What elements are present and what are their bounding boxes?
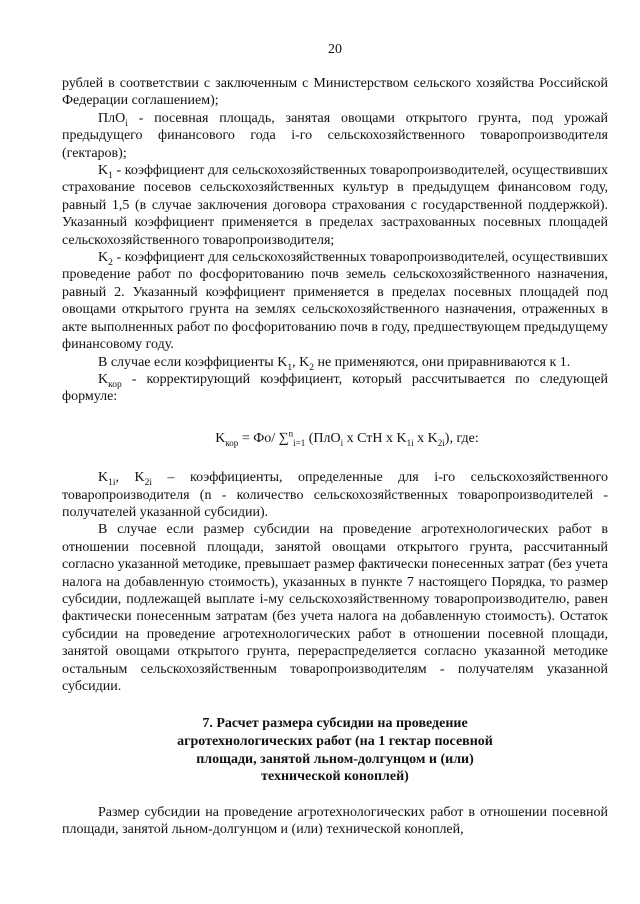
note-k1-index: 1 <box>287 362 293 373</box>
definition-k1 <box>62 162 608 249</box>
note-k2-index: 2 <box>309 362 314 373</box>
note-text-c: не применяются, они приравниваются к 1. <box>313 354 571 370</box>
sum-upper-limit: n <box>288 428 294 439</box>
sum-sign-icon: ∑ <box>278 430 289 446</box>
definition-k1i-k2i <box>62 469 608 521</box>
definition-kkor-text: - корректирующий коэффициент, который рассчитывается по следующей формуле: <box>62 371 608 405</box>
page-number: 20 <box>328 42 342 57</box>
formula-term-plo: (ПлО <box>305 430 341 446</box>
definition-k2-text: - коэффициент для сельскохозяйственных товаропроизводителей, осуществивших проведение работ по фосфоритованию почв земель сельскохозяйственного назначения, равный 2. Указанный коэффициент применяется в пределах посевных площадей под овощами открытого грунта на землях сельскохозяйственного назначения, отраженных в акте выполненных работ по фосфоритованию почв в году, предшествующем предыдущему финансовому году. <box>62 250 608 353</box>
formula-kkor <box>86 430 608 447</box>
symbol-k2i: , K <box>115 470 145 486</box>
section-7-heading-line-2: агротехнологических работ (на 1 гектар посевной <box>177 734 493 749</box>
symbol-kkor: K <box>98 371 109 387</box>
section-7-heading-line-4: технической коноплей) <box>261 769 409 785</box>
document-page <box>62 0 608 904</box>
formula-tail: ), где: <box>444 430 479 446</box>
symbol-plo-index: i <box>125 118 128 129</box>
symbol-plo: ПлО <box>98 110 126 126</box>
coefficients-default-note <box>62 354 608 371</box>
symbol-k2i-index: 2i <box>144 477 153 488</box>
formula-lhs: K <box>215 430 226 446</box>
definition-k1-text: - коэффициент для сельскохозяйственных товаропроизводителей, осуществивших страхование посевов сельскохозяйственных культур в предыдущем финансовом году, равный 1,5 (в случае заключения договора страхования с государственной поддержкой). Указанный коэффициент применяется в пределах застрахованных посевных площадей сельскохозяйственного товаропроизводителя; <box>62 163 608 248</box>
definition-plo-text: - посевная площадь, занятая овощами открытого грунта, под урожай предыдущего финансового года i-го сельскохозяйственного товаропроизводителя (гектаров); <box>62 110 608 161</box>
paragraph-continuation: рублей в соответствии с заключенным с Министерством сельского хозяйства Российской Федерации соглашением); <box>62 76 608 109</box>
formula-term-plo-index: i <box>340 437 344 448</box>
paragraph-section-7-start: Размер субсидии на проведение агротехнологических работ в отношении посевной площади, занятой льном-долгунцом и (или) технической коноплей, <box>62 804 608 838</box>
formula-lhs-index: кор <box>225 437 239 448</box>
symbol-k2-index: 2 <box>108 257 113 268</box>
definition-k1i-k2i-text: – коэффициенты, определенные для i-го сельскохозяйственного товаропроизводителя (n - количество сельскохозяйственных товаропроизводителей - получателей указанной субсидии). <box>62 470 608 520</box>
symbol-k2: K <box>98 250 109 266</box>
formula-term-k1-index: 1i <box>406 437 414 448</box>
symbol-k1i-index: 1i <box>108 477 116 488</box>
formula-term-k2-index: 2i <box>437 437 445 448</box>
symbol-k1-index: 1 <box>108 170 113 181</box>
paragraph-excess-subsidy: В случае если размер субсидии на проведение агротехнологических работ в отношении посевной площади, занятой овощами открытого грунта, рассчитанный согласно указанной методике, превышает размер фактически понесенных затрат (без учета налога на добавленную стоимость), указанных в пункте 7 настоящего Порядка, то размер субсидии, подлежащей выплате i-му сельскохозяйственному товаропроизводителю, равен фактически понесенным затратам (без учета налога на добавленную стоимость). Остаток субсидии на проведение агротехнологических работ в отношении посевной площади, занятой овощами открытого грунта, перераспределяется согласно указанной методике остальным сельскохозяйственным товаропроизводителям - получателям указанной субсидии. <box>62 522 608 694</box>
section-7-heading-line-3: площади, занятой льном-долгунцом и (или) <box>196 751 474 767</box>
section-7-heading-line-1: 7. Расчет размера субсидии на проведение <box>202 716 468 732</box>
sum-lower-limit: i=1 <box>293 437 306 448</box>
document-body <box>62 75 608 839</box>
definition-plo <box>62 110 608 162</box>
definition-k2 <box>62 249 608 353</box>
note-text-a: В случае если коэффициенты K <box>98 354 288 370</box>
symbol-k1: K <box>98 163 109 179</box>
symbol-k1i: K <box>98 470 109 486</box>
formula-equals: = Фо/ <box>238 430 279 446</box>
symbol-kkor-index: кор <box>108 379 122 390</box>
note-text-b: , K <box>292 354 310 370</box>
formula-term-k2: x K <box>413 430 438 446</box>
section-7-heading <box>62 715 608 785</box>
definition-kkor <box>62 371 608 406</box>
formula-term-k1: x СтН x K <box>343 430 407 446</box>
